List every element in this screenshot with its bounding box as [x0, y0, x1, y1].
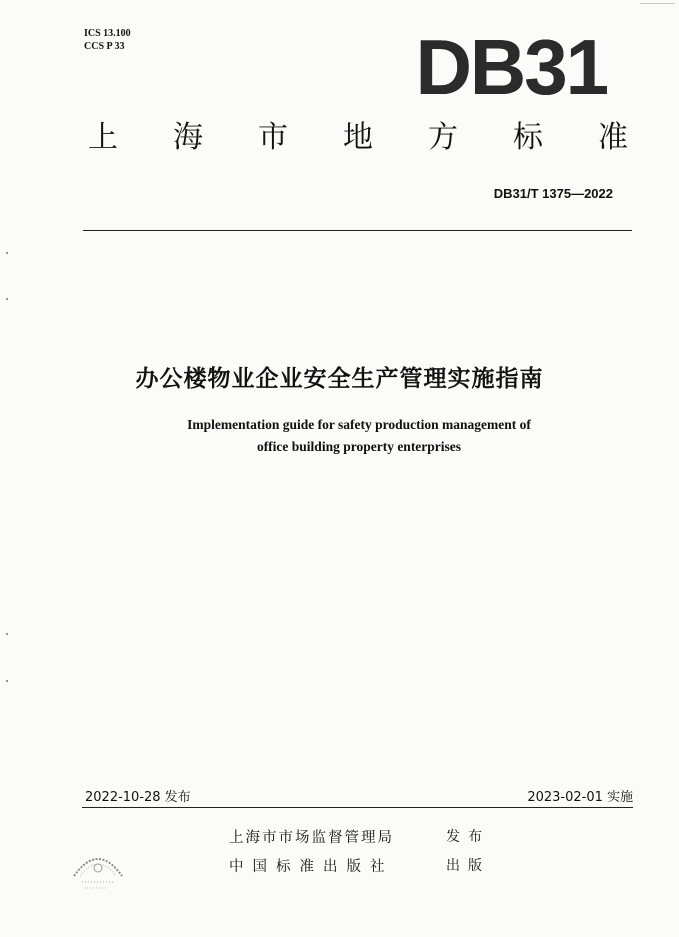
standard-type-char: 市	[258, 120, 288, 155]
scan-edge-mark	[640, 3, 675, 4]
document-title-en-line2: office building property enterprises	[256, 439, 462, 454]
db31-logo	[415, 23, 607, 111]
standard-type-char: 标	[513, 120, 543, 155]
db31-logo-text: DB31	[415, 23, 607, 111]
issue-date: 2022-10-28 发布	[85, 790, 191, 805]
issuer-name: 上海市市场监督管理局	[229, 830, 394, 846]
standard-type-char: 地	[343, 120, 373, 155]
ics-code: ICS 13.100	[84, 28, 131, 39]
footer-divider	[82, 807, 633, 808]
standard-number: DB31/T 1375—2022	[493, 186, 613, 201]
publisher-action: 出版	[446, 858, 490, 874]
standard-type-char: 海	[173, 120, 203, 155]
standard-type-char: 上	[88, 120, 118, 155]
document-title-en-line1: Implementation guide for safety production management of	[187, 417, 531, 432]
implement-date: 2023-02-01 实施	[527, 790, 633, 805]
document-title-cn: 办公楼物业企业安全生产管理实施指南	[135, 366, 544, 392]
scan-speck	[6, 252, 8, 254]
publisher-name: 中国标准出版社	[229, 859, 394, 875]
header-divider	[83, 230, 632, 231]
standard-type-title	[88, 118, 628, 158]
classification-codes	[84, 27, 131, 53]
issuer-action: 发布	[446, 829, 490, 845]
scan-speck	[6, 633, 8, 635]
standard-type-char: 准	[598, 120, 628, 155]
standard-type-char: 方	[428, 120, 458, 155]
ccs-code: CCS P 33	[84, 41, 125, 52]
publisher-seal-icon	[68, 846, 128, 894]
scan-speck	[6, 680, 8, 682]
scan-speck	[6, 298, 8, 300]
